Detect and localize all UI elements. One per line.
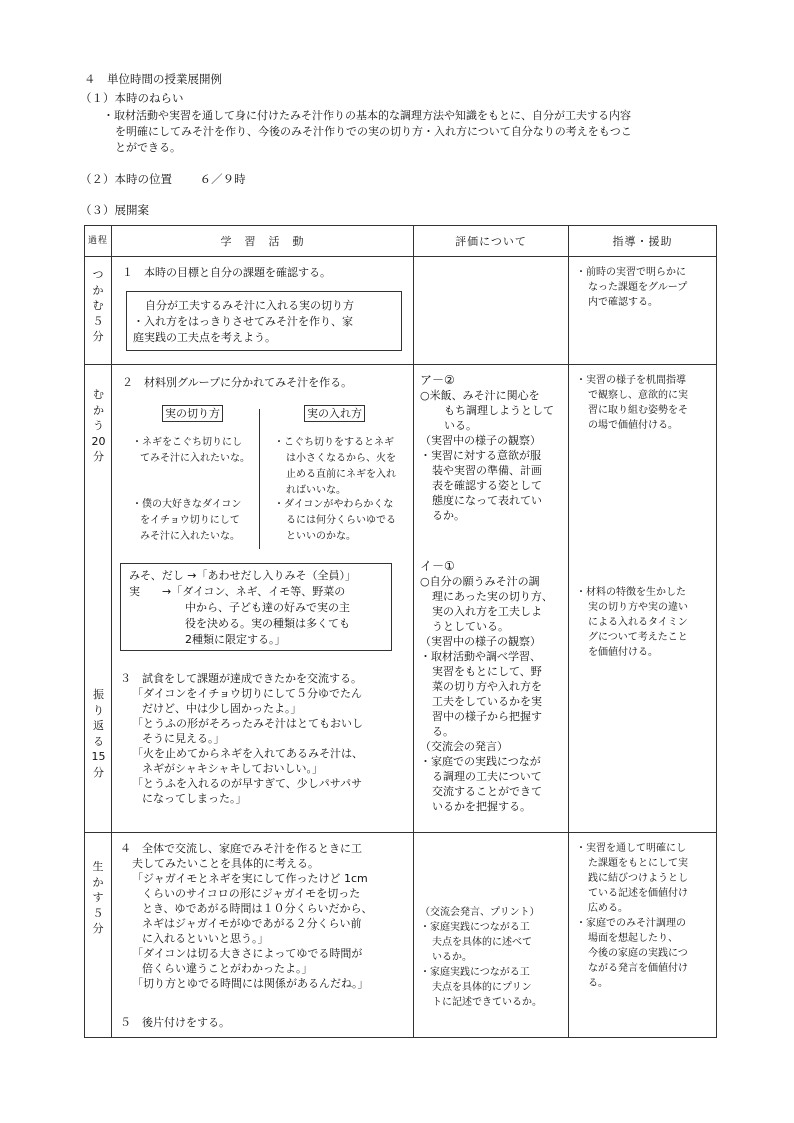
setup-box: みそ、だし →「あわせだし入りみそ（全員）」 実 →「ダイコン、ネギ、イモ等、野菜の 中から、子ども達の好みで実の主 役を決める。実の種類は多くても 2種類に限定する。」 — [120, 563, 392, 651]
position-heading — [80, 172, 246, 187]
row2-evaluation — [414, 365, 569, 833]
guidance-b: ・材料の特徴を生かした 実の切り方や実の違い による入れるタイミン グについて考えたこと を価値付ける。 — [576, 587, 688, 658]
row1-guidance: ・前時の実習で明らかに なった課題をグループ 内で確認する。 — [569, 257, 717, 365]
header-evaluation: 評価について — [414, 226, 569, 257]
row1-activity — [112, 257, 414, 365]
guidance-a: ・実習の様子を机間指導 で観察し、意欲的に実 習に取り組む姿勢をそ の場で価値付ける。 — [576, 375, 688, 431]
aim-line-1: ・取材活動や実習を通して身に付けたみそ汁作りの基本的な調理方法や知識をもとに、自分が工夫する内容 — [103, 109, 631, 122]
insert-item-1: ・こぐち切りをするとネギ は小さくなるから、火を 止める直前にネギを入れ ればいいな。 — [274, 437, 396, 496]
cut-item-2: ・僕の大好きなダイコン をイチョウ切りにして みそ汁に入れたいな。 — [132, 499, 242, 542]
eval-i: イ－① ○自分の願うみそ汁の調 理にあった実の切り方、 実の入れ方を工夫しよ うとしている。 （実習中の様子の観察） ・取材活動や調べ学習、 実習をもとにして、野 菜の切り方や入れ方を 工夫をしているかを実 習中の様子から把握す る。 （交流会の発言） ・家庭での実践につなが る調理の工夫について 交流することができて いるかを把握する。 — [420, 559, 553, 813]
row2-activity — [112, 365, 414, 833]
goal-box: 自分が工夫するみそ汁に入れる実の切り方 ・入れ方をはっきりさせてみそ汁を作り、家 庭実践の工夫点を考えよう。 — [126, 291, 402, 351]
stage-tsukamu: つ か む ５ 分 — [85, 257, 112, 365]
aim-line-3: とができる。 — [115, 141, 181, 154]
plan-heading: （３）展開案 — [80, 203, 149, 217]
cut-label: 実の切り方 — [162, 405, 223, 422]
row2-guidance — [569, 365, 717, 833]
header-activity: 学 習 活 動 — [112, 226, 414, 257]
eval-row3: （交流会発言、プリント） ・家庭実践につながる工 夫点を具体的に述べて いるか。 ・家庭実践につながる工 夫点を具体的にプリン トに記述できているか。 — [420, 907, 542, 1008]
insert-label: 実の入れ方 — [304, 405, 365, 422]
stage-mukau: む か う 20 分 — [91, 388, 106, 463]
eval-a-label: ア－② — [420, 373, 455, 387]
aim-heading: （１）本時のねらい — [80, 91, 184, 105]
activity-5: ５ 後片付けをする。 — [120, 1016, 230, 1029]
lesson-plan-table — [84, 225, 717, 1038]
aim-line-2: を明確にしてみそ汁を作り、今後のみそ汁作りでの実の切り方・入れ方について自分なりの考えをもつこ — [115, 125, 632, 138]
activity-1-title: １ 本時の目標と自分の課題を確認する。 — [122, 266, 331, 279]
eval-a: ア－② ○米飯、みそ汁に関心を もち調理しようとして いる。 （実習中の様子の観察） ・実習に対する意欲が服 装や実習の準備、計画 表を確認する姿として 態度になって表れてい るか。 — [420, 373, 554, 522]
row3-activity — [112, 833, 414, 1038]
section-title: ４ 単位時間の授業展開例 — [84, 72, 222, 86]
insert-item-2: ・ダイコンがやわらかくな るには何分くらいゆでる といいのかな。 — [274, 499, 396, 542]
stage-furikaeru: 振 り 返 る 15 分 — [91, 688, 106, 779]
cut-item-1: ・ネギをこぐち切りにし てみそ汁に入れたいな。 — [132, 437, 250, 464]
activity-4: ４ 全体で交流し、家庭でみそ汁を作るときに工 夫してみたいことを具体的に考える。 「ジャガイモとネギを実にして作ったけど 1cm くらいのサイコロの形にジャガイモを切った とき、ゆであがる時間は１０分くらいだから、 ネギはジャガイモがゆであがる２分くらい前 に入れるといいと思う。」 「ダイコンは切る大きさによってゆでる時間が 倍くらい違うことがわかったよ。」 「切り方とゆでる時間には関係があるんだね。」 — [120, 842, 373, 990]
stage-ikasu: 生 か す ５ 分 — [85, 833, 112, 1038]
position-label: （２）本時の位置 — [80, 172, 172, 186]
header-guidance: 指導・援助 — [569, 226, 717, 257]
stage-mukau-furikaeru — [85, 365, 112, 833]
guidance-row3: ・実習を通して明確にし た課題をもとにして実 践に結びつけようとし ている記述を価値付け 広める。 ・家庭でのみそ汁調理の 場面を想起したり、 今後の家庭の実践につ ながる発言を価値付け る。 — [576, 843, 688, 989]
row3-evaluation — [414, 833, 569, 1038]
column-divider — [259, 409, 260, 549]
header-stage: 過程 — [85, 226, 112, 257]
position-value: ６／９時 — [199, 172, 246, 186]
eval-i-label: イ－① — [420, 559, 455, 573]
row1-evaluation — [414, 257, 569, 365]
activity-2-title: ２ 材料別グループに分かれてみそ汁を作る。 — [122, 376, 353, 389]
activity-3: ３ 試食をして課題が達成できたかを交流する。 「ダイコンをイチョウ切りにして５分ゆでたん だけど、中は少し固かったよ。」 「とうふの形がそろったみそ汁はとてもおいし そうに見える。」 「火を止めてからネギを入れてあるみそ汁は、 ネギがシャキシャキしておいしい。」 「とうふを入れるのが早すぎて、少しパサパサ になってしまった。」 — [120, 672, 363, 805]
row3-guidance — [569, 833, 717, 1038]
